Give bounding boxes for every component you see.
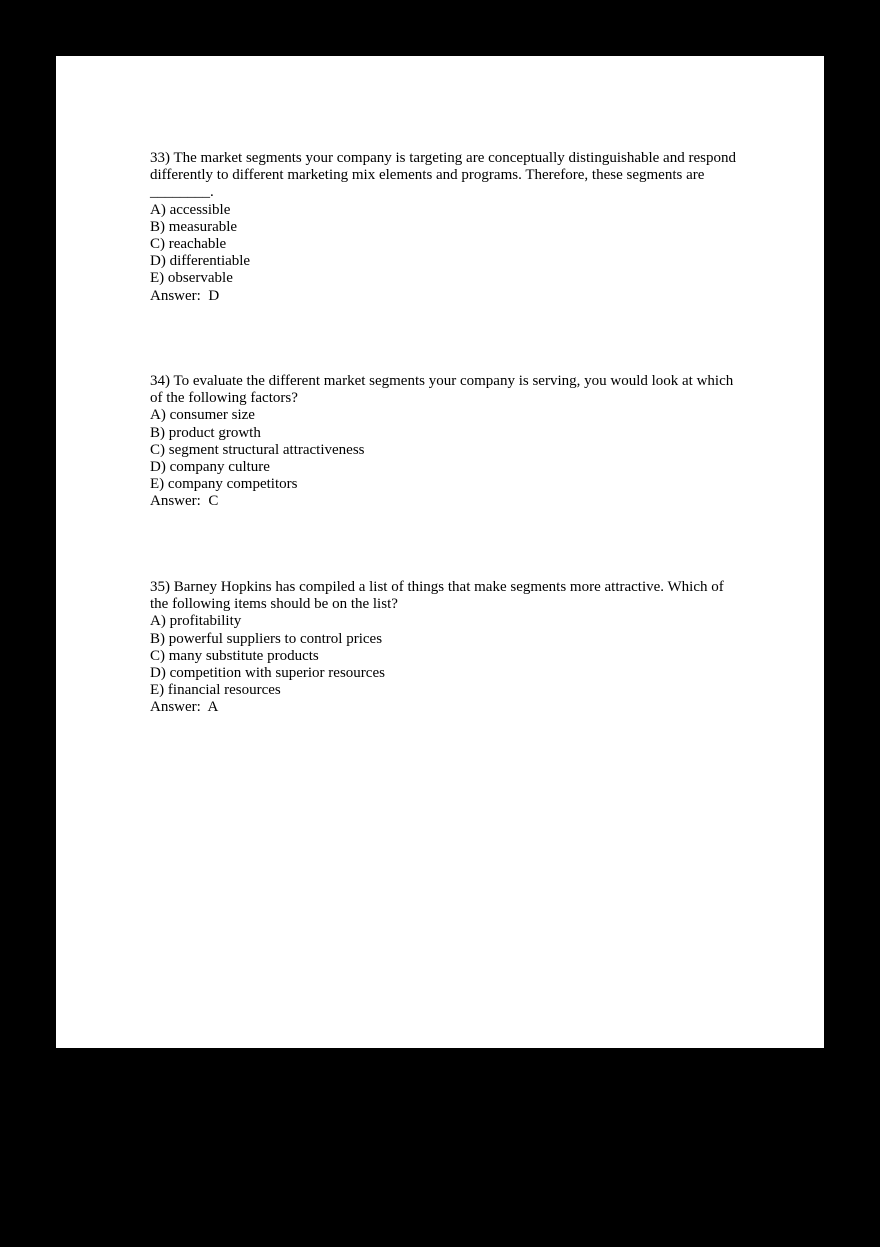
answer-line: Answer: C xyxy=(150,493,219,510)
option-b: B) product growth xyxy=(150,424,261,441)
question-stem: 34) To evaluate the different market segments your company is serving, you would look at which of the following factors? xyxy=(150,373,734,407)
option-e: E) company competitors xyxy=(150,476,298,493)
document-page xyxy=(56,56,824,1048)
question-stem: 33) The market segments your company is targeting are conceptually distinguishable and respond differently to different marketing mix elements and programs. Therefore, these segments are ________. xyxy=(150,150,736,201)
option-e: E) financial resources xyxy=(150,682,281,699)
option-d: D) company culture xyxy=(150,459,270,476)
option-b: B) powerful suppliers to control prices xyxy=(150,630,383,647)
option-d: D) differentiable xyxy=(150,253,251,270)
option-c: C) reachable xyxy=(150,236,227,253)
option-a: A) consumer size xyxy=(150,407,255,424)
question-35 xyxy=(150,579,740,717)
option-e: E) observable xyxy=(150,270,233,287)
option-c: C) many substitute products xyxy=(150,647,319,664)
question-33 xyxy=(150,150,740,305)
answer-line: Answer: A xyxy=(150,699,219,716)
question-stem: 35) Barney Hopkins has compiled a list of things that make segments more attractive. Which of the following items should be on the list? xyxy=(150,579,724,613)
option-c: C) segment structural attractiveness xyxy=(150,441,365,458)
option-a: A) accessible xyxy=(150,201,231,218)
option-b: B) measurable xyxy=(150,218,238,235)
question-34 xyxy=(150,373,740,511)
option-d: D) competition with superior resources xyxy=(150,665,385,682)
answer-line: Answer: D xyxy=(150,287,220,304)
option-a: A) profitability xyxy=(150,613,242,630)
